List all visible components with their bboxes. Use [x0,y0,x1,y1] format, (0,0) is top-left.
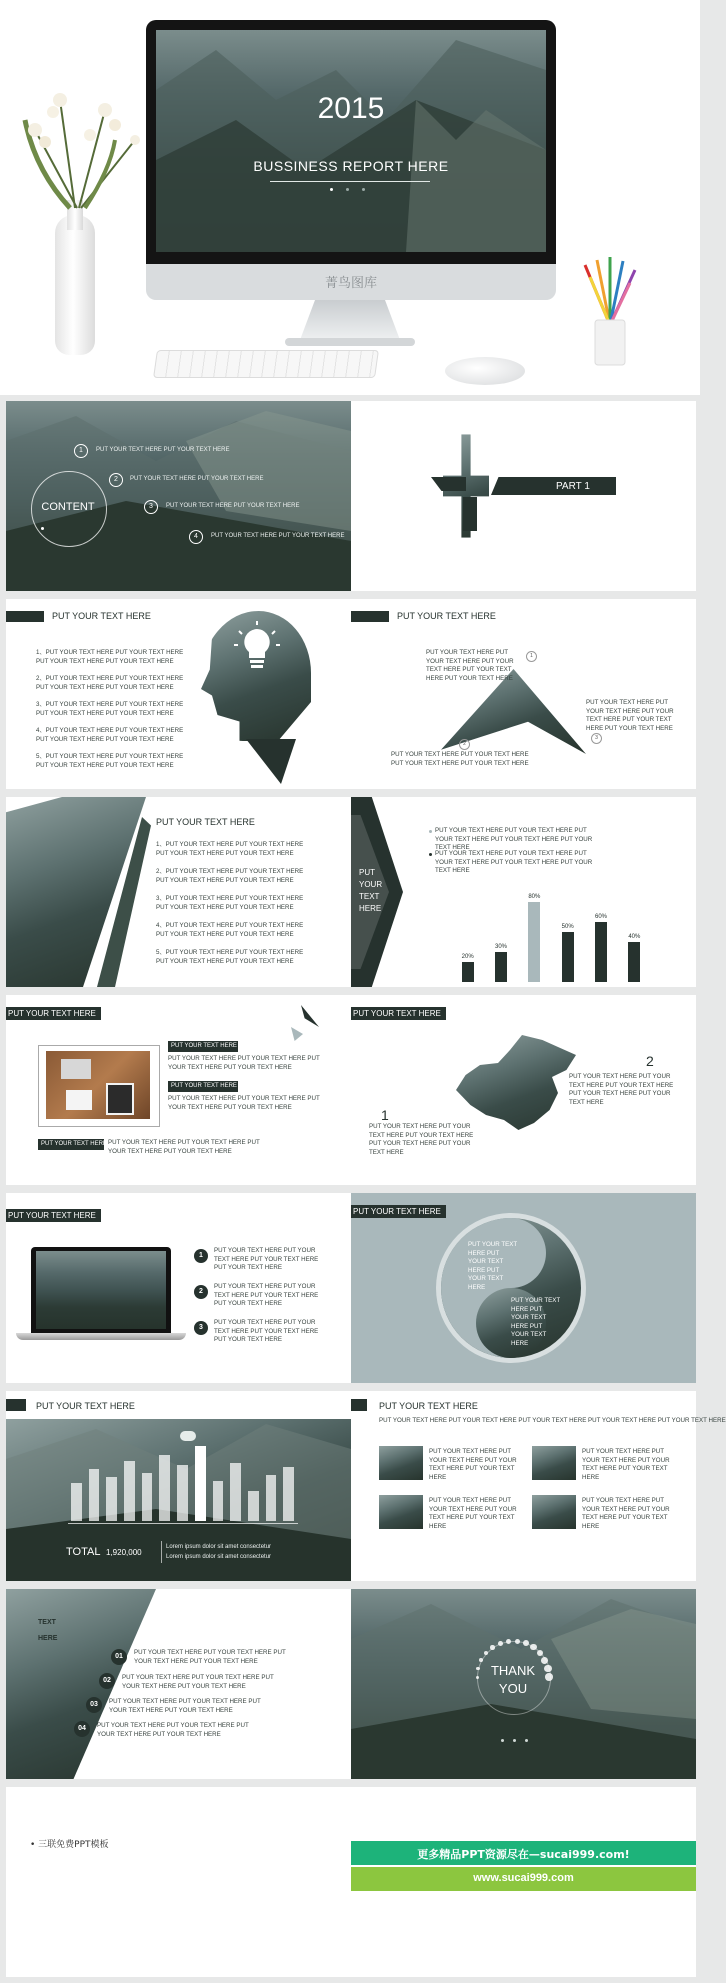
chart-bar [628,942,640,982]
content-num-3: 3 [144,500,158,514]
slide-list [6,797,351,987]
slide-map [351,995,696,1185]
slide-last [6,1787,351,1977]
content-item-2: PUT YOUR TEXT HERE PUT YOUR TEXT HERE [130,476,264,482]
shard [301,1005,319,1027]
step-text-1: PUT YOUR TEXT HERE PUT YOUR TEXT HERE PUT YOUR TEXT HERE PUT YOUR TEXT HERE [214,1247,319,1272]
decor-bar [89,1469,100,1521]
slide-grid [351,1391,726,1581]
slide-total [6,1391,351,1581]
monitor-stand [300,300,400,340]
decor-bar [213,1481,224,1521]
laptop-base [16,1333,186,1340]
tri-num-1: 1 [526,651,537,662]
slide-content [6,401,351,591]
desk-laptop [61,1059,91,1079]
bars-bullet-2 [429,853,432,856]
title-tag [6,611,44,622]
list-item-1: 1、PUT YOUR TEXT HERE PUT YOUR TEXT HERE PUT YOUR TEXT HERE PUT YOUR TEXT HERE [36,649,184,665]
bar-chart [451,872,651,982]
bars-text-2: PUT YOUR TEXT HERE PUT YOUR TEXT HERE PUT YOUR TEXT HERE PUT YOUR TEXT HERE PUT YOUR TEXT HERE [435,850,593,875]
thanks-line-1: THANK [490,1663,536,1678]
ad-line-2[interactable]: www.sucai999.com [473,1872,574,1884]
content-label: CONTENT [41,501,95,513]
tri-text-2: PUT YOUR TEXT HERE PUT YOUR TEXT HERE PUT YOUR TEXT HERE PUT YOUR TEXT HERE [391,751,529,767]
cover-scene [0,0,700,395]
content-num-2: 2 [109,473,123,487]
map-china [456,1035,576,1135]
grid-text-1: PUT YOUR TEXT HERE PUT YOUR TEXT HERE PUT YOUR TEXT HERE PUT YOUR TEXT HERE [429,1448,517,1481]
map-text-1: PUT YOUR TEXT HERE PUT YOUR TEXT HERE PUT YOUR TEXT HERE PUT YOUR TEXT HERE PUT YOUR TEXT HERE [369,1123,474,1156]
text-2: PUT YOUR TEXT HERE PUT YOUR TEXT HERE PUT YOUR TEXT HERE PUT YOUR TEXT HERE [168,1095,320,1111]
list-item-5: 5、PUT YOUR TEXT HERE PUT YOUR TEXT HERE PUT YOUR TEXT HERE PUT YOUR TEXT HERE [156,949,304,965]
decor-bar [71,1483,82,1521]
slide-title: PUT YOUR TEXT HERE [52,611,151,621]
pencil-cup [575,255,645,375]
slide-title: PUT YOUR TEXT HERE [397,611,496,621]
desk-paper [66,1090,92,1110]
tri-num-3: 3 [591,733,602,744]
content-dot [41,527,44,530]
head-triangle [246,739,296,784]
slide-title: PUT YOUR TEXT HERE [379,1401,478,1411]
total-note-1: Lorem ipsum dolor sit amet consectetur [166,1544,272,1550]
content-item-1: PUT YOUR TEXT HERE PUT YOUR TEXT HERE [96,447,230,453]
ring-outline [477,1641,551,1715]
label-1: PUT YOUR TEXT HERE [171,1043,237,1049]
decor-bar [106,1477,117,1521]
bars-bullet-1 [429,830,432,833]
screen-mountains [156,30,546,252]
mouse [445,357,525,385]
chart-bar [528,902,540,982]
cover-year: 2015 [317,92,385,125]
keyboard [153,350,379,378]
tag-text: PUT YOUR TEXT HERE [353,1009,441,1018]
tri-text-3: PUT YOUR TEXT HERE PUT YOUR TEXT HERE PUT YOUR TEXT HERE PUT YOUR TEXT HERE PUT YOUR TEXT HERE [586,699,674,732]
slide-ad [351,1787,696,1977]
chart-data-label: 50% [561,924,574,930]
cover-dot [330,188,333,191]
bars-text-1: PUT YOUR TEXT HERE PUT YOUR TEXT HERE PUT YOUR TEXT HERE PUT YOUR TEXT HERE PUT YOUR TEXT HERE [435,827,593,852]
slide-laptop [6,1193,351,1383]
steps-tag-2: HERE [38,1635,58,1642]
map-text-2: PUT YOUR TEXT HERE PUT YOUR TEXT HERE PUT YOUR TEXT HERE PUT YOUR TEXT HERE PUT YOUR TEXT HERE [569,1073,674,1106]
grid-photo-2 [532,1446,576,1480]
grid-text-2: PUT YOUR TEXT HERE PUT YOUR TEXT HERE PUT YOUR TEXT HERE PUT YOUR TEXT HERE [582,1448,670,1481]
content-num-1: 1 [74,444,88,458]
slide-yinyang [351,1193,696,1383]
chart-data-label: 20% [461,954,474,960]
list-item-2: 2、PUT YOUR TEXT HERE PUT YOUR TEXT HERE PUT YOUR TEXT HERE PUT YOUR TEXT HERE [36,675,184,691]
slide-desk [6,995,351,1185]
part-band [491,477,616,495]
grid-photo-3 [379,1495,423,1529]
text-1: PUT YOUR TEXT HERE PUT YOUR TEXT HERE PUT YOUR TEXT HERE PUT YOUR TEXT HERE [168,1055,320,1071]
lightbulb-icon [234,621,280,673]
list-item-3: 3、PUT YOUR TEXT HERE PUT YOUR TEXT HERE PUT YOUR TEXT HERE PUT YOUR TEXT HERE [36,701,184,717]
list-item-4: 4、PUT YOUR TEXT HERE PUT YOUR TEXT HERE PUT YOUR TEXT HERE PUT YOUR TEXT HERE [156,922,304,938]
slide-head [6,599,351,789]
text-3: PUT YOUR TEXT HERE PUT YOUR TEXT HERE PUT YOUR TEXT HERE PUT YOUR TEXT HERE [108,1139,260,1155]
bullet-text: • 三联免费PPT模板 [30,1840,109,1850]
desk-tablet [106,1083,134,1115]
list-item-4: 4、PUT YOUR TEXT HERE PUT YOUR TEXT HERE PUT YOUR TEXT HERE PUT YOUR TEXT HERE [36,727,184,743]
content-num-4: 4 [189,530,203,544]
slide-thanks [351,1589,696,1779]
total-divider [161,1541,162,1563]
step-text-02: PUT YOUR TEXT HERE PUT YOUR TEXT HERE PUT YOUR TEXT HERE PUT YOUR TEXT HERE [122,1674,274,1690]
cross-arm-left [431,477,466,491]
decor-bar [283,1467,294,1521]
label-3: PUT YOUR TEXT HERE [41,1141,107,1147]
total-label: TOTAL [66,1546,101,1558]
grid-text-3: PUT YOUR TEXT HERE PUT YOUR TEXT HERE PUT YOUR TEXT HERE PUT YOUR TEXT HERE [429,1497,517,1530]
yin-text-2: PUT YOUR TEXT HERE PUT YOUR TEXT HERE PUT YOUR TEXT HERE [511,1297,561,1347]
slide-bars [351,797,696,987]
decor-bar [177,1465,188,1521]
ad-line-1[interactable]: 更多精品PPT资源尽在—sucai999.com! [417,1848,630,1861]
decor-bar [266,1475,277,1521]
thanks-dot [525,1739,528,1742]
value-bubble [180,1431,196,1441]
decor-bar [195,1446,206,1521]
decor-bar [230,1463,241,1521]
white-bars [68,1446,298,1521]
step-num-02: 02 [99,1673,115,1689]
monitor-base [285,338,415,346]
chart-data-label: 30% [494,944,507,950]
step-text-03: PUT YOUR TEXT HERE PUT YOUR TEXT HERE PUT YOUR TEXT HERE PUT YOUR TEXT HERE [109,1698,261,1714]
grid-photo-1 [379,1446,423,1480]
label-2: PUT YOUR TEXT HERE [171,1083,237,1089]
chart-bar [562,932,574,982]
chart-data-label: 60% [594,914,607,920]
grid-subtitle: PUT YOUR TEXT HERE PUT YOUR TEXT HERE PUT YOUR TEXT HERE PUT YOUR TEXT HERE PUT YOUR TEXT HERE [379,1417,726,1424]
step-num-3: 3 [194,1321,208,1335]
chart-bar [462,962,474,982]
step-text-04: PUT YOUR TEXT HERE PUT YOUR TEXT HERE PUT YOUR TEXT HERE PUT YOUR TEXT HERE [97,1722,249,1738]
step-num-04: 04 [74,1721,90,1737]
yin-text-1: PUT YOUR TEXT HERE PUT YOUR TEXT HERE PUT YOUR TEXT HERE [468,1241,518,1291]
thanks-line-2: YOU [498,1681,528,1696]
tag-text: PUT YOUR TEXT HERE [8,1211,96,1220]
title-tag [351,611,389,622]
title-tag [6,1399,26,1411]
shard [291,1027,303,1041]
tag-text: PUT YOUR TEXT HERE [8,1009,96,1018]
list-item-3: 3、PUT YOUR TEXT HERE PUT YOUR TEXT HERE PUT YOUR TEXT HERE PUT YOUR TEXT HERE [156,895,304,911]
decor-bar [248,1491,259,1521]
map-num-2: 2 [646,1053,654,1069]
content-item-3: PUT YOUR TEXT HERE PUT YOUR TEXT HERE [166,503,300,509]
decor-bar [159,1455,170,1521]
slide-title: PUT YOUR TEXT HERE [156,817,255,827]
slide-title: PUT YOUR TEXT HERE [36,1401,135,1411]
decor-bar [142,1473,153,1521]
cover-dot [346,188,349,191]
grid-text-4: PUT YOUR TEXT HERE PUT YOUR TEXT HERE PUT YOUR TEXT HERE PUT YOUR TEXT HERE [582,1497,670,1530]
bars-side-text: PUT YOUR TEXT HERE [359,868,383,913]
content-item-4: PUT YOUR TEXT HERE PUT YOUR TEXT HERE [211,533,345,539]
slide-triangle [351,599,696,789]
cover-title: BUSSINESS REPORT HERE [253,158,449,174]
tri-text-1: PUT YOUR TEXT HERE PUT YOUR TEXT HERE PUT YOUR TEXT HERE PUT YOUR TEXT HERE PUT YOUR TEXT HERE [426,649,514,682]
steps-tag-1: TEXT [38,1619,56,1626]
laptop-display [36,1251,166,1329]
chart-data-label: 80% [528,894,541,900]
total-value: 1,920,000 [106,1548,142,1557]
step-text-3: PUT YOUR TEXT HERE PUT YOUR TEXT HERE PUT YOUR TEXT HERE PUT YOUR TEXT HERE [214,1319,319,1344]
list-item-5: 5、PUT YOUR TEXT HERE PUT YOUR TEXT HERE PUT YOUR TEXT HERE PUT YOUR TEXT HERE [36,753,184,769]
step-num-1: 1 [194,1249,208,1263]
total-note-2: Lorem ipsum dolor sit amet consectetur [166,1554,272,1560]
list-item-2: 2、PUT YOUR TEXT HERE PUT YOUR TEXT HERE PUT YOUR TEXT HERE PUT YOUR TEXT HERE [156,868,304,884]
vase [55,215,95,355]
cross-arm-bottom [463,497,477,531]
chart-bar [495,952,507,982]
cover-underline [270,181,430,182]
thanks-dot [501,1739,504,1742]
map-num-1: 1 [381,1107,389,1123]
step-text-2: PUT YOUR TEXT HERE PUT YOUR TEXT HERE PUT YOUR TEXT HERE PUT YOUR TEXT HERE [214,1283,319,1308]
title-tag [351,1399,367,1411]
grid-photo-4 [532,1495,576,1529]
chart-data-label: 40% [628,934,641,940]
step-num-03: 03 [86,1697,102,1713]
chart-bar [595,922,607,982]
bars-axis [68,1523,298,1524]
step-text-01: PUT YOUR TEXT HERE PUT YOUR TEXT HERE PUT YOUR TEXT HERE PUT YOUR TEXT HERE [134,1649,286,1665]
slide-part [351,401,696,591]
decor-bar [124,1461,135,1521]
monitor-brand: 菁鸟图库 [324,276,377,291]
thanks-dot [513,1739,516,1742]
flowers [15,80,155,210]
part-label: PART 1 [556,481,590,492]
step-num-01: 01 [111,1649,127,1665]
list-item-1: 1、PUT YOUR TEXT HERE PUT YOUR TEXT HERE PUT YOUR TEXT HERE PUT YOUR TEXT HERE [156,841,304,857]
slide-steps [6,1589,351,1779]
cover-dot [362,188,365,191]
tri-num-2: 2 [459,739,470,750]
tag-text: PUT YOUR TEXT HERE [353,1207,441,1216]
step-num-2: 2 [194,1285,208,1299]
